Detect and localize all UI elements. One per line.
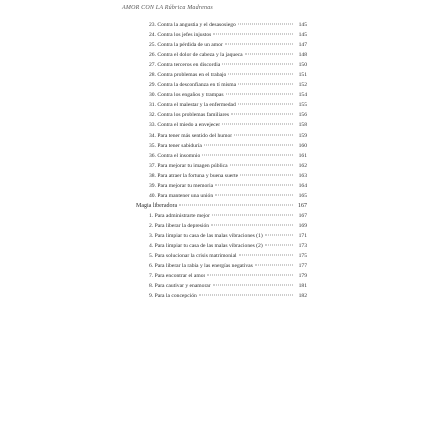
toc-entry[interactable] xyxy=(0,221,447,231)
toc-entry-label: 28. Contra problemas en el trabajo xyxy=(149,72,227,79)
toc-entry-page: 167 xyxy=(298,202,307,209)
toc-entry[interactable] xyxy=(0,181,447,191)
dot-leader xyxy=(179,204,293,205)
toc-entry[interactable] xyxy=(0,251,447,261)
dot-leader xyxy=(238,24,293,25)
toc-entry-page: 169 xyxy=(298,222,307,229)
dot-leader xyxy=(255,265,293,266)
toc-entry-label: 3. Para limpiar tu casa de las malas vibraciones (1) xyxy=(149,232,263,239)
toc-entry-page: 154 xyxy=(298,92,307,99)
toc-entry-label: 35. Para tener sabiduría xyxy=(149,142,202,149)
toc-entry-page: 148 xyxy=(298,52,307,59)
toc-entry-page: 167 xyxy=(298,212,307,219)
toc-entry-page: 151 xyxy=(298,72,307,79)
toc-entry-label: 38. Para atraer la fortuna y buena suerte xyxy=(149,172,239,179)
table-of-contents xyxy=(0,20,447,301)
dot-leader xyxy=(215,184,293,185)
toc-entry-page: 175 xyxy=(298,253,307,260)
toc-entry-page: 158 xyxy=(298,122,307,129)
toc-entry-page: 164 xyxy=(298,182,307,189)
dot-leader xyxy=(230,164,293,165)
toc-entry[interactable] xyxy=(0,241,447,251)
toc-entry[interactable] xyxy=(0,120,447,130)
toc-section-heading[interactable] xyxy=(0,201,447,211)
toc-entry-page: 159 xyxy=(298,132,307,139)
toc-entry[interactable] xyxy=(0,261,447,271)
dot-leader xyxy=(239,255,293,256)
toc-entry[interactable] xyxy=(0,151,447,161)
toc-entry-label: Magia liberadora xyxy=(136,202,178,209)
toc-entry-page: 181 xyxy=(298,283,307,290)
dot-leader xyxy=(240,174,293,175)
toc-entry-label: 30. Contra los engaños y trampas xyxy=(149,92,224,99)
toc-entry[interactable] xyxy=(0,80,447,90)
dot-leader xyxy=(234,134,293,135)
toc-entry[interactable] xyxy=(0,291,447,301)
toc-entry-label: 32. Contra los problemas familiares xyxy=(149,112,230,119)
toc-entry-label: 37. Para mejorar tu imagen pública xyxy=(149,162,228,169)
dot-leader xyxy=(225,44,293,45)
toc-entry[interactable] xyxy=(0,100,447,110)
toc-entry-page: 147 xyxy=(298,42,307,49)
toc-entry-page: 150 xyxy=(298,62,307,69)
dot-leader xyxy=(228,74,293,75)
toc-entry[interactable] xyxy=(0,161,447,171)
toc-entry-label: 24. Contra los jefes injustos xyxy=(149,32,212,39)
dot-leader xyxy=(265,245,293,246)
toc-entry-label: 8. Para cautivar y enamorar xyxy=(149,283,211,290)
toc-entry-label: 29. Contra la desconfianza en tí misma xyxy=(149,82,237,89)
toc-entry[interactable] xyxy=(0,231,447,241)
toc-section-magia xyxy=(0,211,447,301)
toc-entry-label: 9. Para la concepción xyxy=(149,293,197,300)
toc-entry-label: 33. Contra el miedo a envejecer xyxy=(149,122,221,129)
toc-entry-page: 145 xyxy=(298,22,307,28)
toc-entry-label: 5. Para solucionar la crisis matrimonial xyxy=(149,253,237,260)
toc-entry-label: 6. Para liberar la rabia y las energías negativas xyxy=(149,263,253,270)
toc-entry-page: 155 xyxy=(298,102,307,109)
dot-leader xyxy=(215,194,293,195)
dot-leader xyxy=(222,64,293,65)
dot-leader xyxy=(213,285,293,286)
toc-entry-label: 23. Contra la angustia y el desasosiego xyxy=(149,22,236,28)
toc-entry-page: 177 xyxy=(298,263,307,270)
toc-entry-page: 163 xyxy=(298,172,307,179)
toc-entry-page: 162 xyxy=(298,162,307,169)
toc-entry[interactable] xyxy=(0,281,447,291)
toc-entry-page: 171 xyxy=(298,232,307,239)
dot-leader xyxy=(265,234,293,235)
dot-leader xyxy=(199,295,293,296)
dot-leader xyxy=(238,104,293,105)
toc-entry-label: 1. Para administrarte mejor xyxy=(149,212,210,219)
toc-entry-label: 40. Para mantener una unión xyxy=(149,192,214,199)
dot-leader xyxy=(245,54,293,55)
running-header: AMOR CON LA Rúbrica Madrenas xyxy=(122,5,213,11)
toc-entry-label: 36. Contra el insomnio xyxy=(149,152,201,159)
dot-leader xyxy=(231,114,293,115)
toc-entry[interactable] xyxy=(0,110,447,120)
toc-entry[interactable] xyxy=(0,211,447,221)
dot-leader xyxy=(212,214,293,215)
toc-entry[interactable] xyxy=(0,20,447,30)
dot-leader xyxy=(204,144,293,145)
toc-entry-page: 160 xyxy=(298,142,307,149)
toc-entry-label: 7. Para encontrar el amor xyxy=(149,273,206,280)
toc-section-remedios xyxy=(0,20,447,201)
toc-entry[interactable] xyxy=(0,30,447,40)
toc-entry[interactable] xyxy=(0,171,447,181)
dot-leader xyxy=(207,275,293,276)
toc-entry-label: 26. Contra el dolor de cabeza y la jaqueca xyxy=(149,52,243,59)
dot-leader xyxy=(202,154,293,155)
toc-entry-page: 182 xyxy=(298,293,307,300)
toc-entry-page: 145 xyxy=(298,32,307,39)
toc-entry-label: 4. Para limpiar tu casa de las malas vibraciones (2) xyxy=(149,243,263,250)
toc-entry-page: 165 xyxy=(298,192,307,199)
toc-entry[interactable] xyxy=(0,141,447,151)
toc-entry-label: 2. Para liberar la depresión xyxy=(149,222,210,229)
toc-entry[interactable] xyxy=(0,271,447,281)
toc-entry[interactable] xyxy=(0,40,447,50)
dot-leader xyxy=(226,94,293,95)
dot-leader xyxy=(211,224,293,225)
toc-entry-label: 25. Contra la pérdida de un amor xyxy=(149,42,223,49)
dot-leader xyxy=(222,124,293,125)
toc-entry-page: 156 xyxy=(298,112,307,119)
toc-entry-page: 173 xyxy=(298,243,307,250)
toc-entry-page: 179 xyxy=(298,273,307,280)
toc-entry[interactable] xyxy=(0,191,447,201)
toc-entry[interactable] xyxy=(0,70,447,80)
toc-entry-page: 152 xyxy=(298,82,307,89)
toc-entry[interactable] xyxy=(0,50,447,60)
toc-entry[interactable] xyxy=(0,60,447,70)
dot-leader xyxy=(213,34,293,35)
toc-entry-page: 161 xyxy=(298,152,307,159)
toc-entry-label: 34. Para tener más sentido del humor xyxy=(149,132,233,139)
toc-entry[interactable] xyxy=(0,131,447,141)
dot-leader xyxy=(238,84,293,85)
toc-entry[interactable] xyxy=(0,90,447,100)
toc-entry-label: 27. Contra terceros en discordia xyxy=(149,62,221,69)
toc-entry-label: 39. Para mejorar tu memoria xyxy=(149,182,214,189)
toc-entry-label: 31. Contra el malestar y la enfermedad xyxy=(149,102,236,109)
